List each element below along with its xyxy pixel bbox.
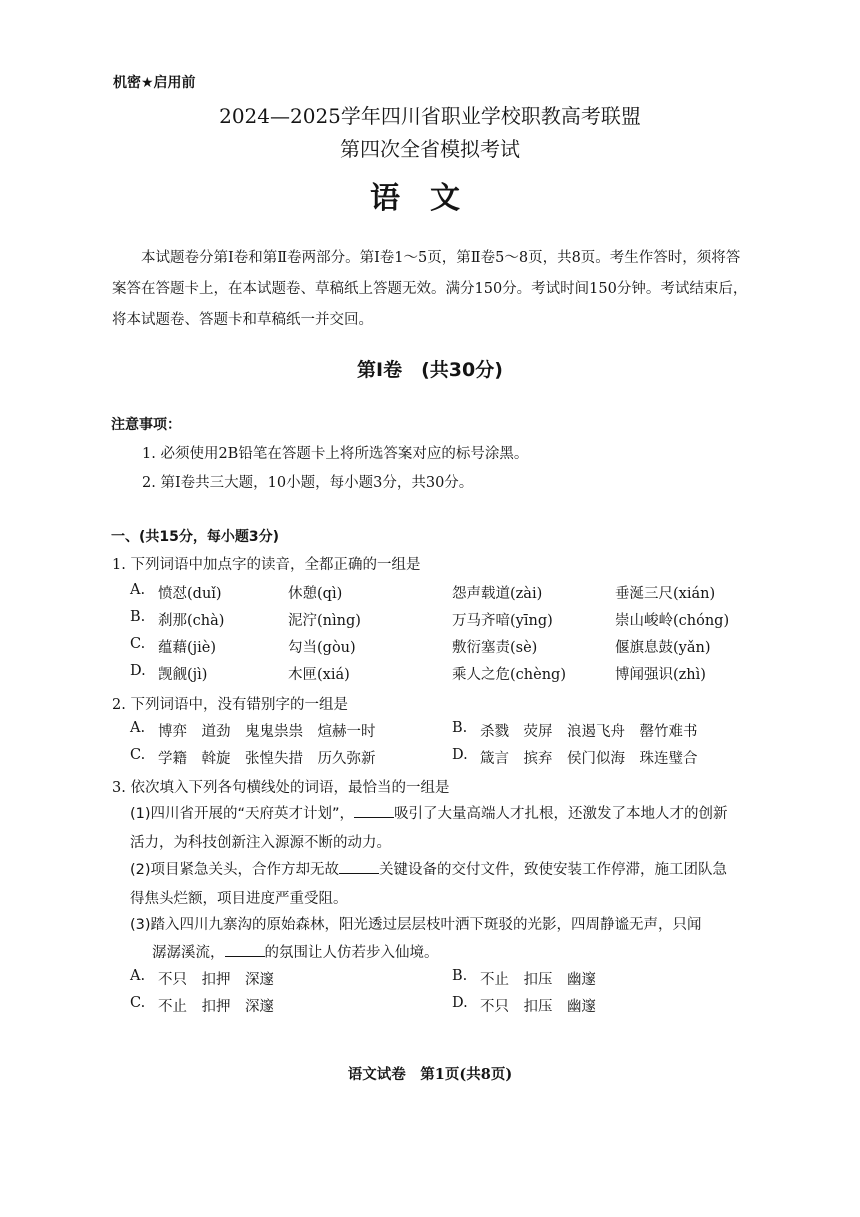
option-label: B. xyxy=(452,720,468,736)
intro-paragraph: 本试题卷分第Ⅰ卷和第Ⅱ卷两部分。第Ⅰ卷1～5页，第Ⅱ卷5～8页，共8页。考生作答时，须将答案答在答题卡上，在本试题卷、草稿纸上答题无效。满分150分。考试时间150分钟。考试结束后，将本试题卷、答题卡和草稿纸一并交回。 xyxy=(112,250,748,328)
option-word: 休憩(qì) xyxy=(288,586,343,602)
section-title: 第Ⅰ卷 (共30分) xyxy=(357,359,503,381)
subject-title: 语文 xyxy=(370,181,490,216)
option-word: 垂涎三尺(xián) xyxy=(615,586,716,602)
question-2-stem: 2. 下列词语中，没有错别字的一组是 xyxy=(112,697,348,713)
option-word: 崇山峻岭(chóng) xyxy=(615,613,730,629)
option-text: 杀戮 荧屏 浪遏飞舟 罄竹难书 xyxy=(480,724,698,740)
option-word: 泥泞(nìng) xyxy=(288,613,361,629)
option-word: 愤怼(duǐ) xyxy=(158,586,222,602)
option-label: C. xyxy=(130,636,146,652)
answer-blank xyxy=(225,943,265,957)
confidential-mark: 机密★启用前 xyxy=(113,75,196,91)
option-text: 不止 扣压 幽邃 xyxy=(480,972,596,988)
option-word: 偃旗息鼓(yǎn) xyxy=(615,640,711,656)
option-text: 不只 扣压 幽邃 xyxy=(480,999,596,1015)
question-3-stem: 3. 依次填入下列各句横线处的词语，最恰当的一组是 xyxy=(112,780,450,796)
option-label: D. xyxy=(130,663,146,679)
option-word: 敷衍塞责(sè) xyxy=(452,640,538,656)
sentence-2: (2)项目紧急关头，合作方却无故 关键设备的交付文件，致使安装工作停滞，施工团队急得焦头烂额，项目进度严重受阻。 xyxy=(130,862,728,907)
option-label: A. xyxy=(130,968,146,984)
option-label: B. xyxy=(130,609,146,625)
option-word: 木匣(xiá) xyxy=(288,667,350,683)
option-word: 万马齐喑(yīng) xyxy=(452,613,553,629)
answer-blank xyxy=(339,860,379,874)
option-text: 学籍 斡旋 张惶失措 历久弥新 xyxy=(158,751,376,767)
notes-heading: 注意事项： xyxy=(111,417,181,433)
sentence-3-line2: 潺潺溪流， 的氛围让人仿若步入仙境。 xyxy=(152,945,439,961)
option-label: D. xyxy=(452,995,468,1011)
option-label: C. xyxy=(130,995,146,1011)
exam-title-line2: 第四次全省模拟考试 xyxy=(340,137,520,161)
option-word: 蕴藉(jiè) xyxy=(158,640,217,656)
option-label: B. xyxy=(452,968,468,984)
option-text: 箴言 摈弃 侯门似海 珠连璧合 xyxy=(480,751,698,767)
option-word: 怨声载道(zài) xyxy=(452,586,543,602)
page-footer: 语文试卷 第1页(共8页) xyxy=(347,1066,513,1083)
question-1-stem: 1. 下列词语中加点字的读音，全都正确的一组是 xyxy=(112,557,421,573)
part-heading: 一、(共15分，每小题3分) xyxy=(111,529,280,545)
option-label: C. xyxy=(130,747,146,763)
answer-blank xyxy=(354,804,394,818)
sentence-1: (1)四川省开展的“天府英才计划”， 吸引了大量高端人才扎根，还激发了本地人才的创新活力，为科技创新注入源源不断的动力。 xyxy=(130,806,728,851)
option-word: 觊觎(jì) xyxy=(158,667,208,683)
note-item: 1. 必须使用2B铅笔在答题卡上将所选答案对应的标号涂黑。 xyxy=(142,446,529,462)
exam-title-line1: 2024—2025学年四川省职业学校职教高考联盟 xyxy=(219,104,641,128)
sentence-3-line1: (3)踏入四川九寨沟的原始森林，阳光透过层层枝叶洒下斑驳的光影，四周静谧无声，只闻 xyxy=(130,917,702,933)
option-word: 刹那(chà) xyxy=(158,613,225,629)
option-text: 不只 扣押 深邃 xyxy=(158,972,274,988)
option-text: 不止 扣押 深邃 xyxy=(158,999,274,1015)
option-text: 博弈 道劲 鬼鬼祟祟 煊赫一时 xyxy=(158,724,376,740)
option-label: A. xyxy=(130,582,146,598)
option-word: 博闻强识(zhì) xyxy=(615,667,706,683)
option-word: 乘人之危(chèng) xyxy=(452,667,566,683)
option-word: 勾当(gòu) xyxy=(288,640,356,656)
option-label: D. xyxy=(452,747,468,763)
note-item: 2. 第Ⅰ卷共三大题，10小题，每小题3分，共30分。 xyxy=(142,475,474,491)
option-label: A. xyxy=(130,720,146,736)
